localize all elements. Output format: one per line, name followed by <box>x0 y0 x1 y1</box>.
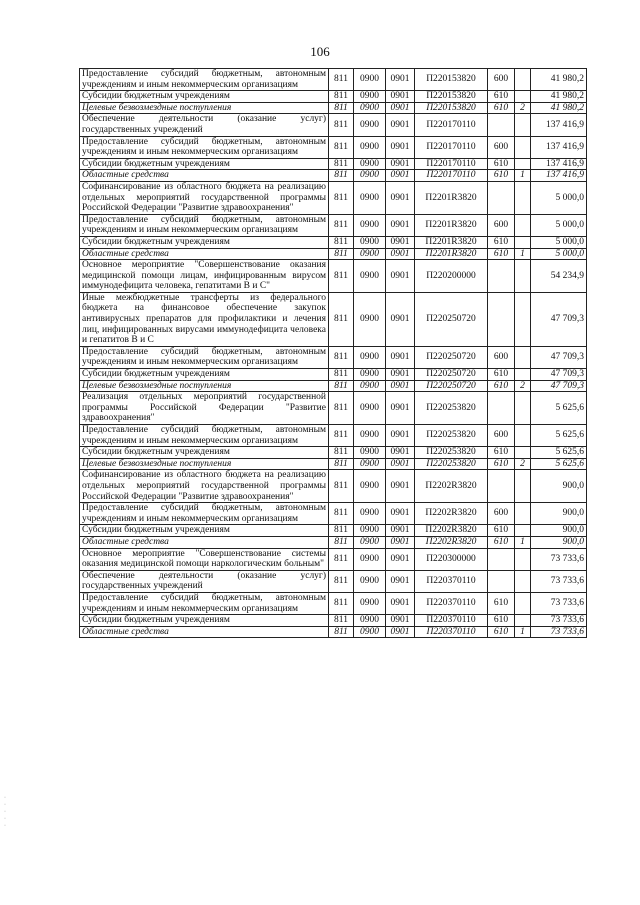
row-section-code: 0900 <box>354 380 386 392</box>
row-funding-source: 2 <box>515 380 531 392</box>
row-amount: 41 980,2 <box>531 91 587 103</box>
row-section-code: 0900 <box>354 158 386 170</box>
row-target-article: П220170110 <box>415 158 488 170</box>
row-subsection-code: 0901 <box>386 503 415 525</box>
row-grbs-code: 811 <box>329 170 354 182</box>
table-row <box>80 592 587 614</box>
row-target-article: П220170110 <box>415 136 488 158</box>
row-subsection-code: 0901 <box>386 114 415 136</box>
row-description: Иные межбюджетные трансферты из федерального бюджета на финансовое обеспечение закупок антивирусных препаратов для профилактики и лечения лиц, инфицированных вирусами иммунодефицита человека и гепатитов B и C <box>80 292 329 346</box>
row-funding-source <box>515 392 531 425</box>
row-description: Субсидии бюджетным учреждениям <box>80 236 329 248</box>
row-target-article: П220250720 <box>415 292 488 346</box>
row-amount: 5 625,6 <box>531 425 587 447</box>
row-funding-source <box>515 214 531 236</box>
row-description: Предоставление субсидий бюджетным, автономным учреждениям и иным некоммерческим организациям <box>80 592 329 614</box>
budget-table <box>79 68 587 638</box>
table-row <box>80 248 587 260</box>
row-grbs-code: 811 <box>329 214 354 236</box>
row-subsection-code: 0901 <box>386 548 415 570</box>
row-amount: 73 733,6 <box>531 592 587 614</box>
table-row <box>80 458 587 470</box>
row-amount: 5 000,0 <box>531 236 587 248</box>
row-subsection-code: 0901 <box>386 69 415 91</box>
row-description: Реализация отдельных мероприятий государственной программы Российской Федерации "Развитие здравоохранения" <box>80 392 329 425</box>
row-section-code: 0900 <box>354 536 386 548</box>
row-grbs-code: 811 <box>329 392 354 425</box>
row-funding-source <box>515 470 531 503</box>
row-funding-source <box>515 114 531 136</box>
row-target-article: П220170110 <box>415 170 488 182</box>
row-amount: 137 416,9 <box>531 158 587 170</box>
row-target-article: П2202R3820 <box>415 525 488 537</box>
row-section-code: 0900 <box>354 570 386 592</box>
row-section-code: 0900 <box>354 458 386 470</box>
row-description: Областные средства <box>80 626 329 638</box>
row-funding-source <box>515 346 531 368</box>
row-grbs-code: 811 <box>329 570 354 592</box>
row-funding-source <box>515 447 531 459</box>
row-expense-type <box>488 570 515 592</box>
row-subsection-code: 0901 <box>386 214 415 236</box>
row-expense-type: 610 <box>488 158 515 170</box>
row-expense-type <box>488 392 515 425</box>
row-amount: 900,0 <box>531 536 587 548</box>
row-section-code: 0900 <box>354 369 386 381</box>
table-row <box>80 525 587 537</box>
row-expense-type: 610 <box>488 369 515 381</box>
row-description: Субсидии бюджетным учреждениям <box>80 525 329 537</box>
row-amount: 900,0 <box>531 470 587 503</box>
row-subsection-code: 0901 <box>386 91 415 103</box>
row-target-article: П220250720 <box>415 380 488 392</box>
row-grbs-code: 811 <box>329 458 354 470</box>
row-funding-source <box>515 69 531 91</box>
table-row <box>80 425 587 447</box>
row-amount: 900,0 <box>531 525 587 537</box>
row-amount: 900,0 <box>531 503 587 525</box>
row-expense-type: 610 <box>488 91 515 103</box>
row-target-article: П2202R3820 <box>415 536 488 548</box>
table-row <box>80 214 587 236</box>
row-description: Субсидии бюджетным учреждениям <box>80 158 329 170</box>
row-funding-source <box>515 158 531 170</box>
row-grbs-code: 811 <box>329 380 354 392</box>
row-grbs-code: 811 <box>329 548 354 570</box>
table-row <box>80 170 587 182</box>
table-row <box>80 536 587 548</box>
table-row <box>80 136 587 158</box>
row-description: Предоставление субсидий бюджетным, автономным учреждениям и иным некоммерческим организациям <box>80 214 329 236</box>
row-grbs-code: 811 <box>329 470 354 503</box>
row-funding-source: 1 <box>515 248 531 260</box>
row-grbs-code: 811 <box>329 525 354 537</box>
row-target-article: П2202R3820 <box>415 470 488 503</box>
row-amount: 137 416,9 <box>531 114 587 136</box>
row-expense-type: 600 <box>488 346 515 368</box>
row-subsection-code: 0901 <box>386 570 415 592</box>
row-target-article: П220170110 <box>415 114 488 136</box>
row-expense-type: 610 <box>488 525 515 537</box>
row-subsection-code: 0901 <box>386 346 415 368</box>
table-row <box>80 615 587 627</box>
row-subsection-code: 0901 <box>386 525 415 537</box>
row-grbs-code: 811 <box>329 158 354 170</box>
row-description: Целевые безвозмездные поступления <box>80 102 329 114</box>
row-amount: 47 709,3 <box>531 369 587 381</box>
row-funding-source: 2 <box>515 458 531 470</box>
row-grbs-code: 811 <box>329 114 354 136</box>
row-expense-type: 610 <box>488 236 515 248</box>
row-funding-source <box>515 503 531 525</box>
row-funding-source: 1 <box>515 536 531 548</box>
row-expense-type: 600 <box>488 425 515 447</box>
row-funding-source: 2 <box>515 102 531 114</box>
row-funding-source <box>515 236 531 248</box>
row-subsection-code: 0901 <box>386 292 415 346</box>
row-expense-type: 610 <box>488 536 515 548</box>
row-amount: 137 416,9 <box>531 136 587 158</box>
row-description: Софинансирование из областного бюджета на реализацию отдельных мероприятий государственной программы Российской Федерации "Развитие здравоохранения" <box>80 181 329 214</box>
row-subsection-code: 0901 <box>386 181 415 214</box>
row-subsection-code: 0901 <box>386 236 415 248</box>
row-funding-source <box>515 136 531 158</box>
row-description: Основное мероприятие "Совершенствование системы оказания медицинской помощи наркологическим больным" <box>80 548 329 570</box>
row-section-code: 0900 <box>354 548 386 570</box>
table-row <box>80 369 587 381</box>
row-grbs-code: 811 <box>329 136 354 158</box>
row-expense-type: 600 <box>488 69 515 91</box>
row-funding-source <box>515 292 531 346</box>
table-row <box>80 626 587 638</box>
row-target-article: П220253820 <box>415 392 488 425</box>
row-target-article: П220250720 <box>415 346 488 368</box>
table-row <box>80 503 587 525</box>
row-funding-source <box>515 592 531 614</box>
row-description: Предоставление субсидий бюджетным, автономным учреждениям и иным некоммерческим организациям <box>80 503 329 525</box>
row-subsection-code: 0901 <box>386 592 415 614</box>
row-section-code: 0900 <box>354 615 386 627</box>
row-description: Целевые безвозмездные поступления <box>80 380 329 392</box>
row-grbs-code: 811 <box>329 447 354 459</box>
row-amount: 47 709,3 <box>531 346 587 368</box>
table-row <box>80 380 587 392</box>
row-subsection-code: 0901 <box>386 260 415 293</box>
row-target-article: П220153820 <box>415 91 488 103</box>
row-section-code: 0900 <box>354 592 386 614</box>
table-row <box>80 158 587 170</box>
row-section-code: 0900 <box>354 69 386 91</box>
row-amount: 5 000,0 <box>531 214 587 236</box>
row-section-code: 0900 <box>354 170 386 182</box>
row-target-article: П220200000 <box>415 260 488 293</box>
row-description: Софинансирование из областного бюджета на реализацию отдельных мероприятий государственной программы Российской Федерации "Развитие здравоохранения" <box>80 470 329 503</box>
row-expense-type <box>488 292 515 346</box>
row-expense-type <box>488 181 515 214</box>
table-row <box>80 69 587 91</box>
row-grbs-code: 811 <box>329 69 354 91</box>
row-section-code: 0900 <box>354 626 386 638</box>
row-subsection-code: 0901 <box>386 458 415 470</box>
page-number: 106 <box>310 44 330 59</box>
row-section-code: 0900 <box>354 346 386 368</box>
row-amount: 5 000,0 <box>531 248 587 260</box>
row-grbs-code: 811 <box>329 292 354 346</box>
row-subsection-code: 0901 <box>386 170 415 182</box>
row-amount: 73 733,6 <box>531 626 587 638</box>
row-section-code: 0900 <box>354 114 386 136</box>
row-grbs-code: 811 <box>329 425 354 447</box>
row-section-code: 0900 <box>354 236 386 248</box>
row-funding-source <box>515 369 531 381</box>
table-row <box>80 102 587 114</box>
row-grbs-code: 811 <box>329 248 354 260</box>
row-grbs-code: 811 <box>329 346 354 368</box>
table-row <box>80 260 587 293</box>
row-target-article: П220153820 <box>415 102 488 114</box>
row-expense-type: 610 <box>488 458 515 470</box>
row-amount: 5 625,6 <box>531 392 587 425</box>
row-target-article: П2201R3820 <box>415 236 488 248</box>
row-section-code: 0900 <box>354 181 386 214</box>
row-subsection-code: 0901 <box>386 380 415 392</box>
row-target-article: П220153820 <box>415 69 488 91</box>
row-target-article: П2201R3820 <box>415 248 488 260</box>
row-target-article: П2202R3820 <box>415 503 488 525</box>
row-expense-type: 600 <box>488 136 515 158</box>
row-section-code: 0900 <box>354 248 386 260</box>
row-subsection-code: 0901 <box>386 136 415 158</box>
table-row <box>80 114 587 136</box>
row-subsection-code: 0901 <box>386 425 415 447</box>
row-grbs-code: 811 <box>329 260 354 293</box>
row-target-article: П220370110 <box>415 592 488 614</box>
row-section-code: 0900 <box>354 292 386 346</box>
row-subsection-code: 0901 <box>386 102 415 114</box>
table-row <box>80 292 587 346</box>
row-description: Основное мероприятие "Совершенствование оказания медицинской помощи лицам, инфицированным вирусом иммунодефицита человека, гепатитами B и C" <box>80 260 329 293</box>
row-subsection-code: 0901 <box>386 536 415 548</box>
table-row <box>80 548 587 570</box>
row-description: Предоставление субсидий бюджетным, автономным учреждениям и иным некоммерческим организациям <box>80 136 329 158</box>
row-section-code: 0900 <box>354 392 386 425</box>
row-target-article: П220253820 <box>415 425 488 447</box>
row-grbs-code: 811 <box>329 615 354 627</box>
row-grbs-code: 811 <box>329 181 354 214</box>
row-grbs-code: 811 <box>329 536 354 548</box>
row-target-article: П2201R3820 <box>415 181 488 214</box>
row-funding-source <box>515 260 531 293</box>
table-row <box>80 91 587 103</box>
row-amount: 41 980,2 <box>531 102 587 114</box>
row-description: Субсидии бюджетным учреждениям <box>80 447 329 459</box>
row-grbs-code: 811 <box>329 626 354 638</box>
row-funding-source <box>515 425 531 447</box>
row-section-code: 0900 <box>354 525 386 537</box>
table-row <box>80 470 587 503</box>
row-grbs-code: 811 <box>329 369 354 381</box>
row-amount: 41 980,2 <box>531 69 587 91</box>
row-expense-type: 610 <box>488 592 515 614</box>
row-funding-source <box>515 570 531 592</box>
row-target-article: П220370110 <box>415 570 488 592</box>
row-expense-type: 600 <box>488 503 515 525</box>
row-target-article: П220370110 <box>415 615 488 627</box>
row-expense-type: 610 <box>488 170 515 182</box>
row-target-article: П220370110 <box>415 626 488 638</box>
row-section-code: 0900 <box>354 447 386 459</box>
row-target-article: П220250720 <box>415 369 488 381</box>
row-expense-type: 610 <box>488 447 515 459</box>
row-target-article: П220253820 <box>415 447 488 459</box>
row-expense-type <box>488 470 515 503</box>
row-description: Областные средства <box>80 170 329 182</box>
row-expense-type: 610 <box>488 626 515 638</box>
row-description: Субсидии бюджетным учреждениям <box>80 91 329 103</box>
row-section-code: 0900 <box>354 260 386 293</box>
row-description: Областные средства <box>80 536 329 548</box>
row-grbs-code: 811 <box>329 503 354 525</box>
row-subsection-code: 0901 <box>386 615 415 627</box>
row-expense-type <box>488 548 515 570</box>
row-subsection-code: 0901 <box>386 158 415 170</box>
row-amount: 137 416,9 <box>531 170 587 182</box>
row-subsection-code: 0901 <box>386 392 415 425</box>
row-amount: 47 709,3 <box>531 380 587 392</box>
row-funding-source <box>515 181 531 214</box>
row-expense-type: 610 <box>488 248 515 260</box>
row-expense-type <box>488 114 515 136</box>
row-amount: 73 733,6 <box>531 570 587 592</box>
row-funding-source: 1 <box>515 170 531 182</box>
row-funding-source <box>515 548 531 570</box>
row-subsection-code: 0901 <box>386 470 415 503</box>
table-row <box>80 447 587 459</box>
row-grbs-code: 811 <box>329 236 354 248</box>
row-amount: 5 625,6 <box>531 458 587 470</box>
table-row <box>80 181 587 214</box>
row-amount: 5 625,6 <box>531 447 587 459</box>
row-subsection-code: 0901 <box>386 369 415 381</box>
row-amount: 5 000,0 <box>531 181 587 214</box>
row-target-article: П2201R3820 <box>415 214 488 236</box>
row-funding-source <box>515 615 531 627</box>
row-subsection-code: 0901 <box>386 248 415 260</box>
row-funding-source <box>515 525 531 537</box>
row-section-code: 0900 <box>354 102 386 114</box>
row-description: Обеспечение деятельности (оказание услуг) государственных учреждений <box>80 570 329 592</box>
table-row <box>80 570 587 592</box>
row-description: Предоставление субсидий бюджетным, автономным учреждениям и иным некоммерческим организациям <box>80 425 329 447</box>
row-funding-source <box>515 91 531 103</box>
row-expense-type: 610 <box>488 102 515 114</box>
row-description: Обеспечение деятельности (оказание услуг) государственных учреждений <box>80 114 329 136</box>
table-row <box>80 236 587 248</box>
scan-margin-marks: · · · · · <box>4 795 6 829</box>
row-grbs-code: 811 <box>329 102 354 114</box>
row-description: Целевые безвозмездные поступления <box>80 458 329 470</box>
row-expense-type: 610 <box>488 615 515 627</box>
row-description: Областные средства <box>80 248 329 260</box>
row-grbs-code: 811 <box>329 592 354 614</box>
row-section-code: 0900 <box>354 470 386 503</box>
table-row <box>80 346 587 368</box>
row-target-article: П220253820 <box>415 458 488 470</box>
row-expense-type <box>488 260 515 293</box>
row-description: Предоставление субсидий бюджетным, автономным учреждениям и иным некоммерческим организациям <box>80 69 329 91</box>
table-row <box>80 392 587 425</box>
row-expense-type: 600 <box>488 214 515 236</box>
row-subsection-code: 0901 <box>386 626 415 638</box>
row-description: Субсидии бюджетным учреждениям <box>80 615 329 627</box>
row-grbs-code: 811 <box>329 91 354 103</box>
row-section-code: 0900 <box>354 91 386 103</box>
row-expense-type: 610 <box>488 380 515 392</box>
row-description: Субсидии бюджетным учреждениям <box>80 369 329 381</box>
row-section-code: 0900 <box>354 214 386 236</box>
row-amount: 73 733,6 <box>531 615 587 627</box>
row-target-article: П220300000 <box>415 548 488 570</box>
row-funding-source: 1 <box>515 626 531 638</box>
row-amount: 47 709,3 <box>531 292 587 346</box>
row-section-code: 0900 <box>354 136 386 158</box>
row-amount: 73 733,6 <box>531 548 587 570</box>
row-section-code: 0900 <box>354 425 386 447</box>
row-description: Предоставление субсидий бюджетным, автономным учреждениям и иным некоммерческим организациям <box>80 346 329 368</box>
row-section-code: 0900 <box>354 503 386 525</box>
row-amount: 54 234,9 <box>531 260 587 293</box>
row-subsection-code: 0901 <box>386 447 415 459</box>
